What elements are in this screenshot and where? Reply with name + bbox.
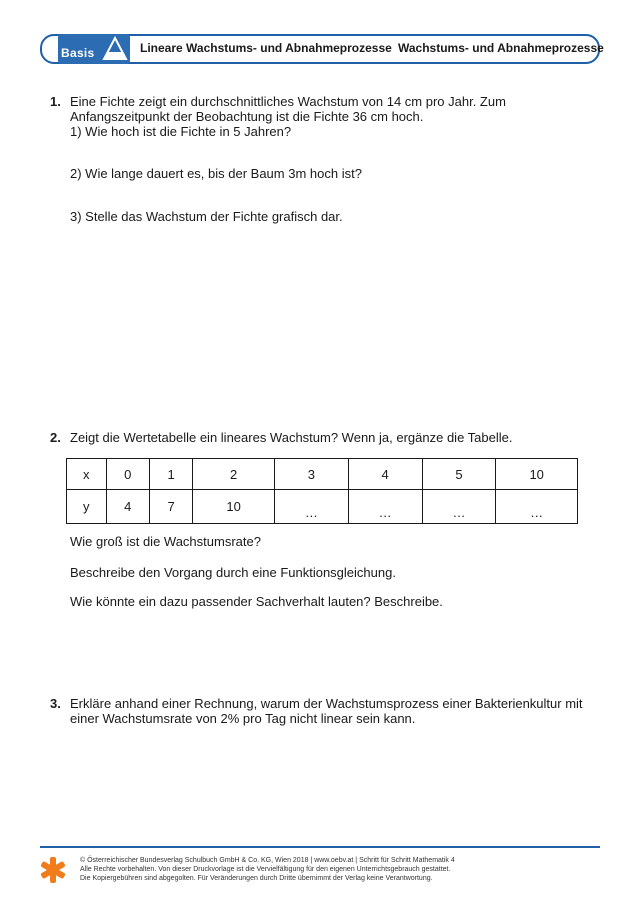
table-row-x xyxy=(67,459,578,490)
header-title-left: Lineare Wachstums- und Abnahmeprozesse xyxy=(140,41,392,55)
table-cell: 1 xyxy=(149,459,192,490)
table-cell: 10 xyxy=(496,459,578,490)
table-cell: 10 xyxy=(193,490,275,524)
oebv-star-logo xyxy=(40,856,66,884)
table-cell-blank: … xyxy=(422,490,496,524)
header-title-right: Wachstums- und Abnahmeprozesse xyxy=(398,41,604,55)
table-cell: 2 xyxy=(193,459,275,490)
table-cell-blank: … xyxy=(348,490,422,524)
question-3-line-1: Erkläre anhand einer Rechnung, warum der Wachstumsprozess einer Bakterienkultur mit xyxy=(70,696,583,711)
footer-copyright: © Österreichischer Bundesverlag Schulbuch GmbH & Co. KG, Wien 2018 | www.oebv.at | Schritt für Schritt Mathematik 4 xyxy=(80,857,455,864)
question-2-sub-2: Beschreibe den Vorgang durch eine Funktionsgleichung. xyxy=(70,565,396,580)
question-2-sub-3: Wie könnte ein dazu passender Sachverhalt lauten? Beschreibe. xyxy=(70,594,443,609)
table-cell: 5 xyxy=(422,459,496,490)
level-badge xyxy=(58,34,130,64)
question-1-line-2: Anfangszeitpunkt der Beobachtung ist die Fichte 36 cm hoch. xyxy=(70,109,424,124)
table-cell-blank: … xyxy=(274,490,348,524)
footer-divider xyxy=(40,846,600,848)
table-cell: 4 xyxy=(106,490,149,524)
table-cell: 3 xyxy=(274,459,348,490)
question-1-line-1: Eine Fichte zeigt ein durchschnittliches Wachstum von 14 cm pro Jahr. Zum xyxy=(70,94,506,109)
triangle-level-icon xyxy=(102,36,128,62)
table-cell: x xyxy=(67,459,107,490)
question-2-number: 2. xyxy=(50,430,61,445)
question-1-number: 1. xyxy=(50,94,61,109)
question-1-sub-2: 2) Wie lange dauert es, bis der Baum 3m hoch ist? xyxy=(70,166,362,181)
question-3-line-2: einer Wachstumsrate von 2% pro Tag nicht linear sein kann. xyxy=(70,711,416,726)
question-2-sub-1: Wie groß ist die Wachstumsrate? xyxy=(70,534,261,549)
table-cell: 4 xyxy=(348,459,422,490)
table-cell: y xyxy=(67,490,107,524)
question-1-sub-3: 3) Stelle das Wachstum der Fichte grafisch dar. xyxy=(70,209,343,224)
question-1-sub-1: 1) Wie hoch ist die Fichte in 5 Jahren? xyxy=(70,124,292,139)
footer-rights: Alle Rechte vorbehalten. Von dieser Druckvorlage ist die Vervielfältigung für den eigenen Unterrichtsgebrauch gestattet. xyxy=(80,866,451,873)
question-3-number: 3. xyxy=(50,696,61,711)
table-cell: 7 xyxy=(149,490,192,524)
table-cell: 0 xyxy=(106,459,149,490)
value-table xyxy=(66,458,578,524)
table-row-y xyxy=(67,490,578,524)
question-2-line-1: Zeigt die Wertetabelle ein lineares Wachstum? Wenn ja, ergänze die Tabelle. xyxy=(70,430,513,445)
footer-disclaimer: Die Kopiergebühren sind abgegolten. Für Veränderungen durch Dritte übernimmt der Verlag keine Verantwortung. xyxy=(80,875,433,882)
table-cell-blank: … xyxy=(496,490,578,524)
badge-label: Basis xyxy=(61,46,95,60)
